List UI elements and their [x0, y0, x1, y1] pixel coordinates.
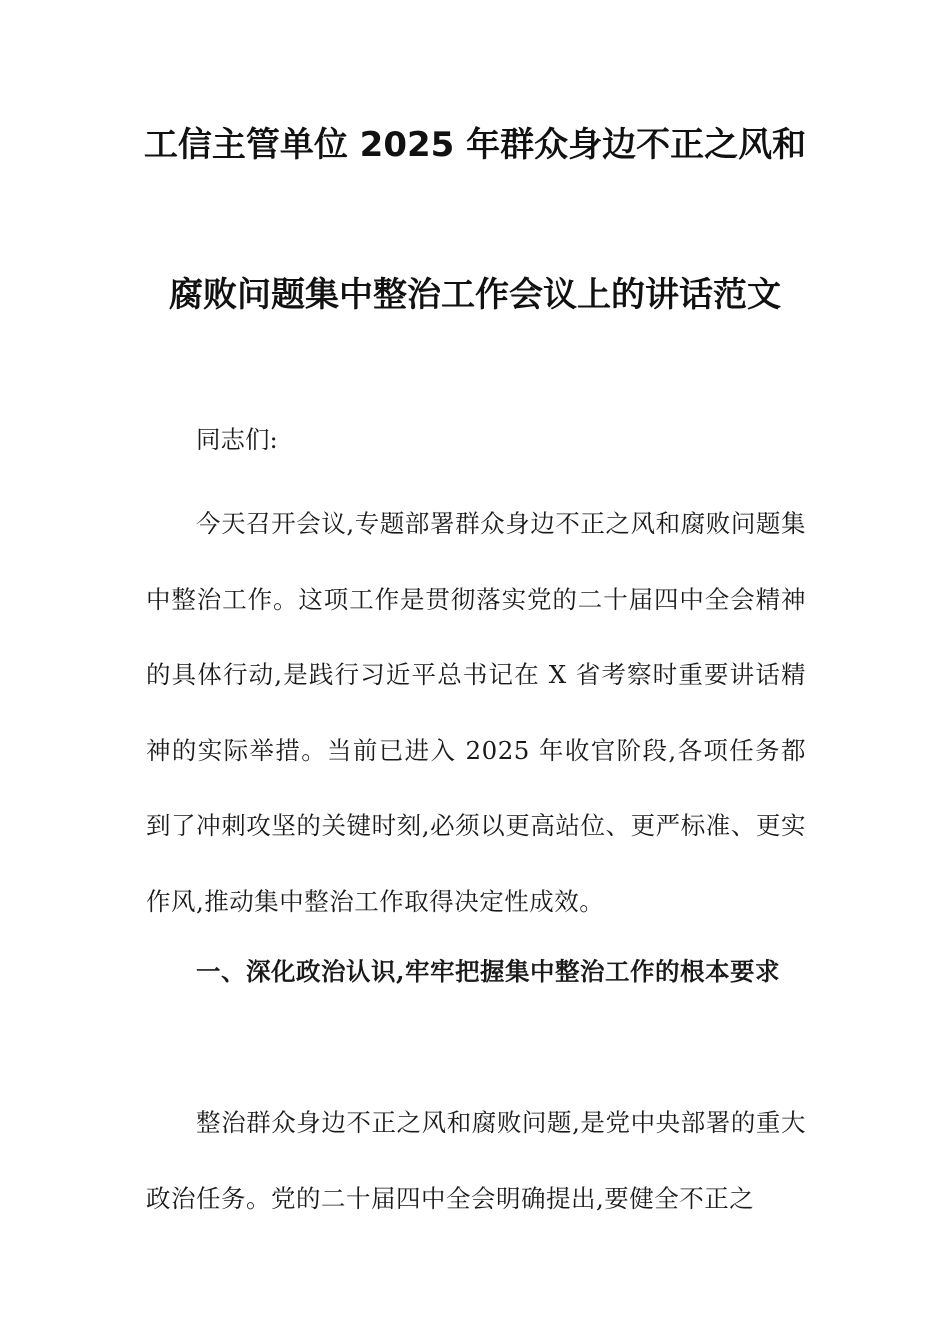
paragraph-intro: 今天召开会议,专题部署群众身边不正之风和腐败问题集中整治工作。这项工作是贯彻落实党的二十届四中全会精神的具体行动,是践行习近平总书记在 X 省考察时重要讲话精神的实际举措。当前已进入 2025 年收官阶段,各项任务都到了冲刺攻坚的关键时刻,必须以更高站位、更严标准、更实作风,推动集中整治工作取得决定性成效。 [146, 509, 806, 916]
document-title-line-1: 工信主管单位 2025 年群众身边不正之风和 [143, 125, 807, 165]
paragraph-section-1: 整治群众身边不正之风和腐败问题,是党中央部署的重大政治任务。党的二十届四中全会明确提出,要健全不正之 [146, 1108, 806, 1213]
greeting: 同志们: [196, 425, 278, 454]
document-title-line-2: 腐败问题集中整治工作会议上的讲话范文 [169, 275, 781, 315]
section-heading-1: 一、深化政治认识,牢牢把握集中整治工作的根本要求 [196, 957, 781, 986]
